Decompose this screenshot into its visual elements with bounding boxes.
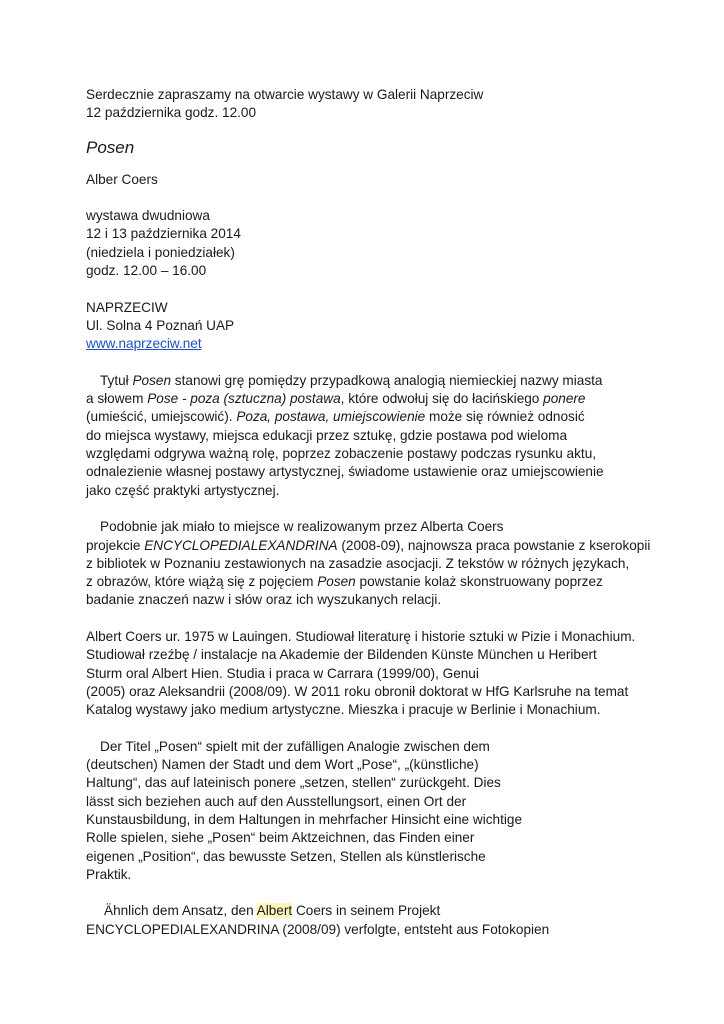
- text-run: powstanie kolaż skonstruowany poprzez: [355, 574, 603, 590]
- text-run: może się również odnosić: [425, 409, 585, 425]
- de-paragraph-2: [86, 902, 686, 939]
- bio-line-2: Studiował rzeźbę / instalacje na Akademie der Bildenden Künste München u Heribert: [86, 647, 597, 663]
- text-run: stanowi grę pomiędzy przypadkową analogią niemieckiej nazwy miasta: [171, 372, 603, 388]
- artist-bio: [86, 628, 686, 719]
- pl-p1-line-4: do miejsca wystawy, miejsca edukacji przez sztukę, gdzie postawa pod wieloma: [86, 427, 568, 443]
- spacer: [86, 189, 686, 207]
- text-run-italic: Posen: [132, 372, 172, 388]
- venue-website-link[interactable]: www.naprzeciw.net: [86, 336, 202, 352]
- de-p2-line-2: ENCYCLOPEDIALEXANDRINA (2008/09) verfolgte, entsteht aus Fotokopien: [86, 921, 550, 937]
- de-p2-line-1: [86, 902, 686, 920]
- pl-p2-line-1: Podobnie jak miało to miejsce w realizowanym przez Alberta Coers: [100, 519, 504, 535]
- de-p1-line-6: Rolle spielen, siehe „Posen“ beim Aktzeichnen, das Finden einer: [86, 830, 475, 846]
- pl-p1-line-5: względami odgrywa ważną rolę, poprzez zobaczenie postawy podczas rysunku aktu,: [86, 446, 597, 462]
- exhibition-title: Posen: [86, 137, 135, 157]
- bio-line-1: Albert Coers ur. 1975 w Lauingen. Studiował literaturę i historie sztuki w Pizie i Monachium.: [86, 629, 636, 645]
- pl-paragraph-2: [86, 518, 686, 609]
- venue-website-line: [86, 335, 686, 353]
- bio-line-5: Katalog wystawy jako medium artystyczne. Mieszka i pracuje w Berlinie i Monachium.: [86, 702, 601, 718]
- pl-p2-line-3: z bibliotek w Poznaniu zestawionych na zasadzie asocjacji. Z tekstów w różnych językach,: [86, 555, 630, 571]
- text-run: z obrazów, które wiążą się z pojęciem: [86, 574, 318, 590]
- text-run: (2008-09), najnowsza praca powstanie z kserokopii: [337, 537, 651, 553]
- de-p1-line-7: eigenen „Position“, das bewusste Setzen, Stellen als künstlerische: [86, 848, 486, 864]
- pl-p2-line-5: badanie znaczeń nazw i słów oraz ich wyszukanych relacji.: [86, 592, 442, 608]
- text-run: (umieścić, umiejscowić).: [86, 409, 237, 425]
- text-run-italic: ponere: [543, 391, 586, 407]
- invitation-line-1: Serdecznie zapraszamy na otwarcie wystawy w Galerii Naprzeciw: [86, 87, 484, 102]
- spacer: [86, 884, 686, 902]
- pl-p1-line-1: [86, 372, 686, 390]
- pl-paragraph-1: [86, 372, 686, 500]
- de-p1-line-1: Der Titel „Posen“ spielt mit der zufälligen Analogie zwischen dem: [100, 738, 490, 754]
- venue-address: Ul. Solna 4 Poznań UAP: [86, 317, 235, 333]
- text-run: , które odwołuj się do łacińskiego: [340, 391, 544, 407]
- event-type: wystawa dwudniowa: [86, 208, 210, 224]
- de-p1-line-8: Praktik.: [86, 866, 132, 882]
- event-dates: 12 i 13 października 2014: [86, 226, 241, 242]
- text-run: Tytuł: [100, 372, 133, 388]
- text-run-italic: Posen: [317, 574, 356, 590]
- bio-line-3: Sturm oral Albert Hien. Studia i praca w Carrara (1999/00), Genui: [86, 665, 479, 681]
- document-page: [86, 86, 686, 939]
- spacer: [86, 610, 686, 628]
- artist-name: Alber Coers: [86, 171, 158, 187]
- text-run: a słowem: [86, 391, 148, 407]
- de-p1-line-3: Haltung“, das auf lateinisch ponere „setzen, stellen“ zurückgeht. Dies: [86, 775, 501, 791]
- bio-line-4: (2005) oraz Aleksandrii (2008/09). W 2011 roku obronił doktorat w HfG Karlsruhe na temat: [86, 683, 629, 699]
- spacer: [86, 720, 686, 738]
- de-p1-line-5: Kunstausbildung, in dem Haltungen in mehrfacher Hinsicht eine wichtige: [86, 811, 523, 827]
- pl-p2-line-4: [86, 573, 686, 591]
- spacer: [86, 354, 686, 372]
- pl-p1-line-3: [86, 408, 686, 426]
- text-run: projekcie: [86, 537, 145, 553]
- pl-p1-line-2: [86, 390, 686, 408]
- event-days: (niedziela i poniedziałek): [86, 244, 235, 260]
- text-run-italic: Poza, postawa, umiejscowienie: [236, 409, 426, 425]
- de-p1-line-2: (deutschen) Namen der Stadt und dem Wort „Pose“, „(künstliche): [86, 757, 479, 773]
- text-run-italic: Pose - poza (sztuczna) postawa: [147, 391, 341, 407]
- spacer: [86, 500, 686, 518]
- de-p1-line-4: lässt sich beziehen auch auf den Ausstellungsort, einen Ort der: [86, 793, 467, 809]
- de-paragraph-1: [86, 738, 686, 884]
- highlighted-word[interactable]: Albert: [256, 903, 293, 919]
- spacer: [86, 280, 686, 298]
- pl-p1-line-7: jako część praktyki artystycznej.: [86, 482, 280, 498]
- text-run: Ähnlich dem Ansatz, den: [104, 903, 257, 919]
- pl-p1-line-6: odnalezienie własnej postawy artystycznej, świadome ustawienie oraz umiejscowienie: [86, 464, 604, 480]
- venue-name: NAPRZECIW: [86, 299, 168, 315]
- pl-p2-line-2: [86, 537, 686, 555]
- event-hours: godz. 12.00 – 16.00: [86, 263, 207, 279]
- text-run-italic: ENCYCLOPEDIALEXANDRINA: [144, 537, 338, 553]
- invitation-line-2: 12 października godz. 12.00: [86, 105, 257, 121]
- text-run: Coers in seinem Projekt: [292, 903, 441, 919]
